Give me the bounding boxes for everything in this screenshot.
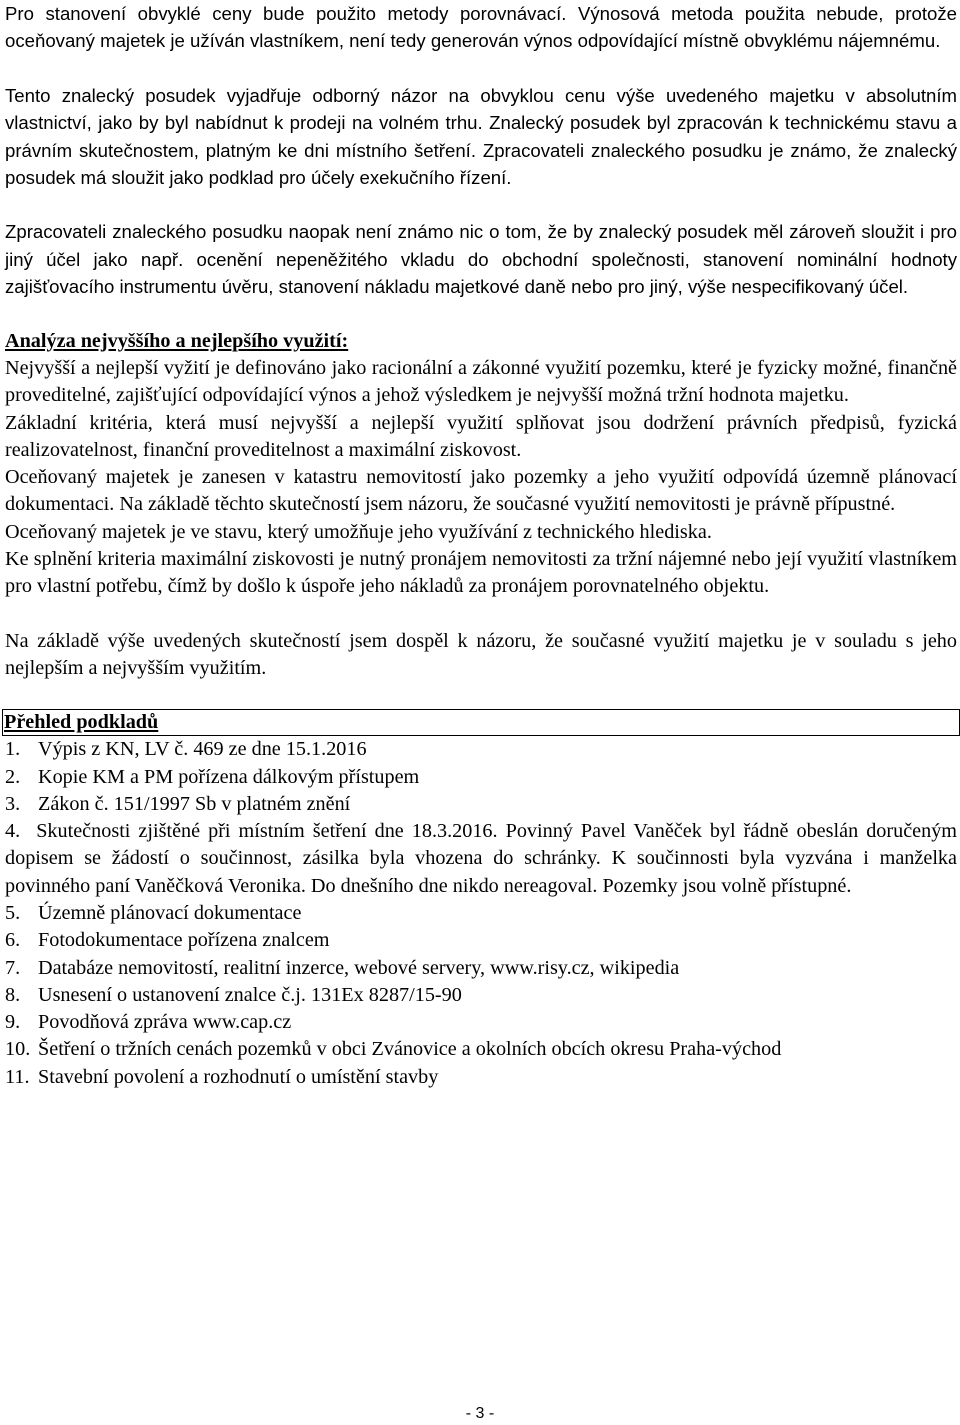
- list-item: 8. Usnesení o ustanovení znalce č.j. 131Ex 8287/15-90: [5, 983, 462, 1006]
- list-item: 4. Skutečnosti zjištěné při místním šetření dne 18.3.2016. Povinný Pavel Vaněček byl řádně obeslán doručeným dopisem se žádostí o součinnost, zásilka byla vhozena do schránky. K součinnosti byla vyzvána i manželka povinného paní Vaněčková Veronika. Do dnešního dne nikdo nereagoval. Pozemky jsou volně přístupné.: [5, 820, 958, 897]
- analysis-conclusion: Na základě výše uvedených skutečností jsem dospěl k názoru, že současné využití majetku je v souladu s jeho nejlepším a nejvyšším využitím.: [5, 629, 957, 679]
- list-item: 6. Fotodokumentace pořízena znalcem: [5, 929, 330, 952]
- list-item: 3. Zákon č. 151/1997 Sb v platném znění: [5, 792, 351, 815]
- analysis-section: [5, 328, 957, 1091]
- paragraph-method: Pro stanovení obvyklé ceny bude použito metody porovnávací. Výnosová metoda použita nebude, protože oceňovaný majetek je užíván vlastníkem, není tedy generován výnos odpovídající místně obvyklému nájemnému.: [5, 3, 957, 52]
- list-item: 1. Výpis z KN, LV č. 469 ze dne 15.1.2016: [5, 738, 367, 761]
- analysis-paragraph: Oceňovaný majetek je ve stavu, který umožňuje jeho využívání z technického hlediska.: [5, 520, 712, 543]
- page-number: - 3 -: [465, 1405, 495, 1422]
- intro-section: [5, 0, 957, 301]
- page-footer: [0, 1405, 960, 1423]
- analysis-paragraph: Nejvyšší a nejlepší vyžití je definováno jako racionální a zákonné využití pozemku, které je fyzicky možné, finančně proveditelné, zajišťující odpovídající výnos a jehož výsledkem je nejvyšší možná tržní hodnota majetku.: [5, 356, 957, 407]
- analysis-paragraph: Základní kritéria, která musí nejvyšší a nejlepší využití splňovat jsou dodržení právních předpisů, fyzická realizovatelnost, finanční proveditelnost a maximální ziskovost.: [5, 411, 957, 461]
- sources-list: [5, 736, 957, 1091]
- list-item: 11. Stavební povolení a rozhodnutí o umístění stavby: [5, 1065, 439, 1088]
- paragraph-opinion: Tento znalecký posudek vyjadřuje odborný názor na obvyklou cenu výše uvedeného majetku v absolutním vlastnictví, jako by byl nabídnut k prodeji na volném trhu. Znalecký posudek byl zpracován k technickému stavu a právním skutečnostem, platným ke dni místního šetření. Zpracovateli znaleckého posudku je známo, že znalecký posudek má sloužit jako podklad pro účely exekučního řízení.: [5, 84, 957, 189]
- list-item: 10. Šetření o tržních cenách pozemků v obci Zvánovice a okolních obcích okresu Praha-východ: [5, 1038, 782, 1061]
- list-item: 9. Povodňová zpráva www.cap.cz: [5, 1011, 292, 1034]
- paragraph-purpose: Zpracovateli znaleckého posudku naopak není známo nic o tom, že by znalecký posudek měl zároveň sloužit i pro jiný účel jako např. ocenění nepeněžitého vkladu do obchodní společnosti, stanovení nominální hodnoty zajišťovacího instrumentu úvěru, stanovení nákladu majetkové daně nebo pro jiný, výše nespecifikovaný účel.: [5, 221, 957, 298]
- analysis-paragraph: Oceňovaný majetek je zanesen v katastru nemovitostí jako pozemky a jeho využití odpovídá územně plánovací dokumentaci. Na základě těchto skutečností jsem názoru, že současné využití nemovitosti je právně přípustné.: [5, 466, 957, 516]
- list-item: 5. Územně plánovací dokumentace: [5, 902, 302, 924]
- analysis-paragraph: Ke splnění kriteria maximální ziskovosti je nutný pronájem nemovitosti za tržní nájemné nebo její využití vlastníkem pro vlastní potřebu, čímž by došlo k úspoře jeho nákladů za pronájem porovnatelného objektu.: [5, 548, 957, 598]
- document-page: [5, 0, 957, 1091]
- list-item: 2. Kopie KM a PM pořízena dálkovým přístupem: [5, 765, 420, 788]
- list-item: 7. Databáze nemovitostí, realitní inzerce, webové servery, www.risy.cz, wikipedia: [5, 956, 680, 979]
- analysis-heading: Analýza nejvyššího a nejlepšího využití:: [5, 329, 349, 352]
- sources-heading: Přehled podkladů: [2, 709, 960, 736]
